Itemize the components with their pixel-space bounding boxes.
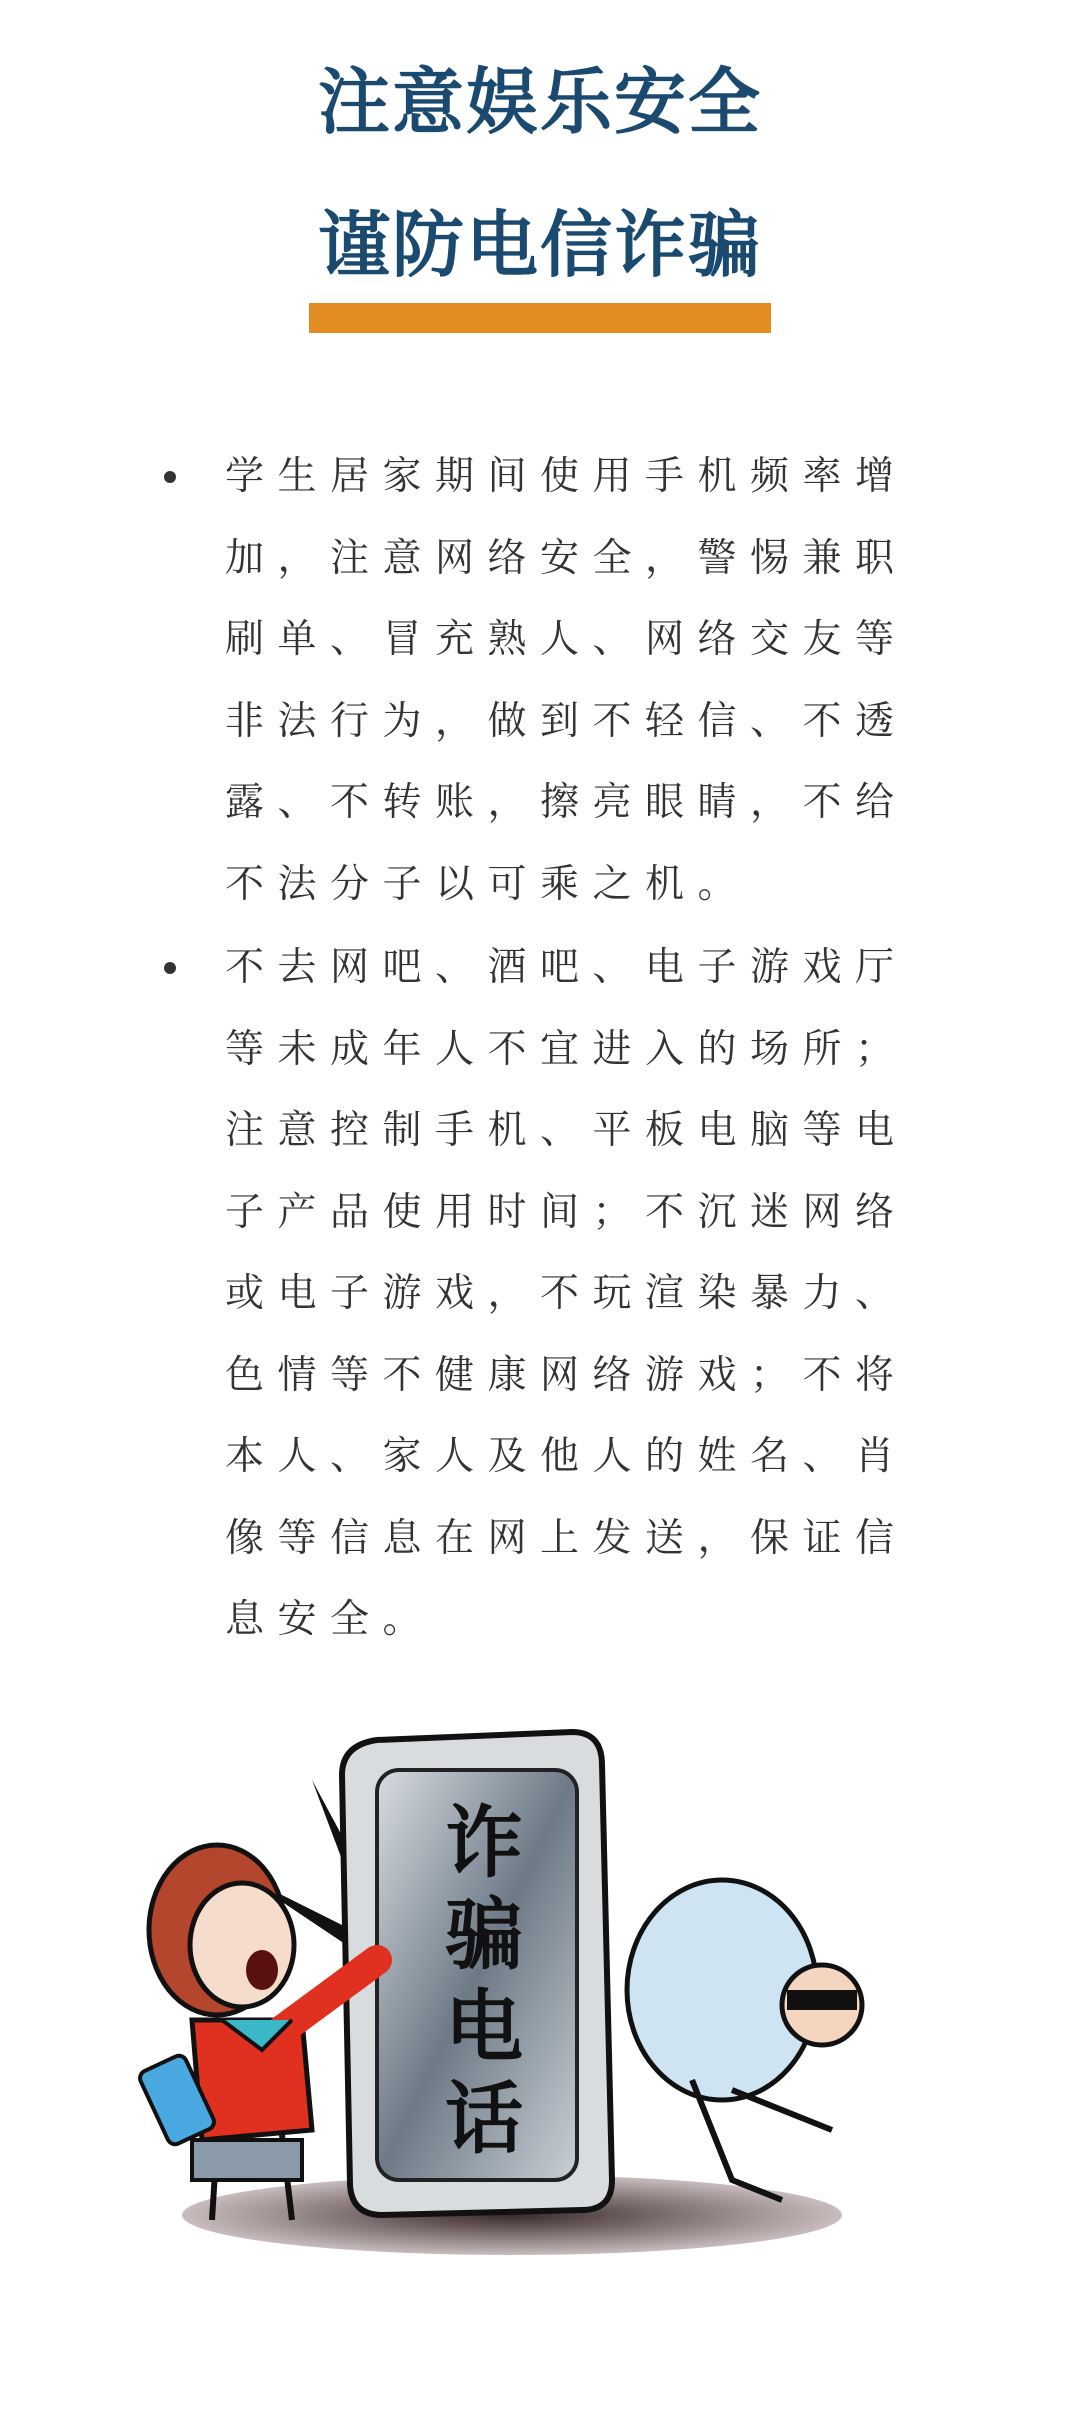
- thief-figure: [627, 1880, 862, 2200]
- anti-fraud-cartoon-illustration: [132, 1660, 922, 2280]
- page-title-line1: 注意娱乐安全: [317, 60, 762, 144]
- bullet-dot: [164, 471, 176, 483]
- sign-text: 诈骗电话: [432, 1801, 522, 2169]
- bullet-dot: [164, 962, 176, 974]
- bullet-paragraph-2: 不去网吧、酒吧、电子游戏厅等未成年人不宜进入的场所；注意控制手机、平板电脑等电子产品使用时间；不沉迷网络或电子游戏，不玩渲染暴力、色情等不健康网络游戏；不将本人、家人及他人的姓名、肖像等信息在网上发送，保证信息安全。: [225, 945, 908, 1642]
- title-underline-bar: [309, 303, 771, 333]
- page-title-line2: 谨防电信诈骗: [317, 203, 762, 287]
- woman-figure: [137, 1845, 377, 2220]
- bullet-paragraph-1: 学生居家期间使用手机频率增加，注意网络安全，警惕兼职刷单、冒充熟人、网络交友等非法行为，做到不轻信、不透露、不转账，擦亮眼睛，不给不法分子以可乘之机。: [225, 454, 908, 907]
